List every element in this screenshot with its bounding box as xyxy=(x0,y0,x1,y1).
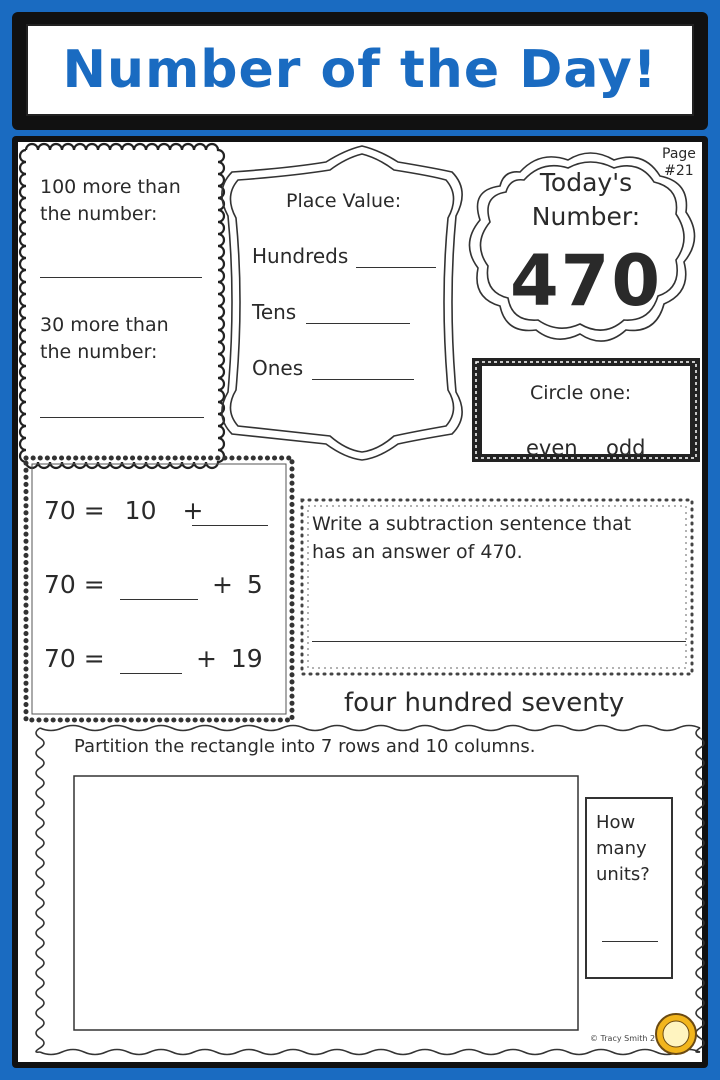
equation-1: 70 = 10 + xyxy=(44,496,204,525)
subtraction-prompt: Write a subtraction sentence that has an answer of 470. xyxy=(312,513,632,563)
tens-blank[interactable] xyxy=(306,322,410,324)
hundreds-label: Hundreds xyxy=(252,244,349,268)
page-title: Number of the Day! xyxy=(62,40,658,100)
more-than-100: 100 more than the number: xyxy=(40,176,181,225)
teacher-logo xyxy=(656,1014,696,1054)
place-value-title: Place Value: xyxy=(286,190,402,212)
even-option[interactable]: even xyxy=(526,436,578,460)
todays-number-heading: Today's Number: xyxy=(531,168,641,231)
copyright-notice: © Tracy Smith 2 xyxy=(590,1034,656,1043)
circle-one-title: Circle one: xyxy=(530,382,632,404)
todays-number-value: 470 xyxy=(509,240,663,322)
circle-one-frame xyxy=(472,358,700,462)
equation-3-rhs: + 19 xyxy=(196,644,263,673)
number-in-words: four hundred seventy xyxy=(344,688,625,718)
equation-3-lhs: 70 = xyxy=(44,644,105,673)
equation-2-blank[interactable] xyxy=(120,598,198,600)
partition-instruction: Partition the rectangle into 7 rows and 10 columns. xyxy=(74,736,536,757)
answer-100-more-blank[interactable] xyxy=(40,276,202,278)
answer-30-more-blank[interactable] xyxy=(40,416,204,418)
ones-blank[interactable] xyxy=(312,378,414,380)
page-number: Page #21 xyxy=(662,146,696,179)
equation-2-lhs: 70 = xyxy=(44,570,105,599)
equation-3-blank[interactable] xyxy=(120,672,182,674)
more-than-30: 30 more than the number: xyxy=(40,314,169,363)
equation-2-rhs: + 5 xyxy=(212,570,263,599)
units-question: How many units? xyxy=(596,812,650,885)
partition-rectangle xyxy=(74,776,578,1030)
subtraction-answer-blank[interactable] xyxy=(312,640,686,642)
ones-label: Ones xyxy=(252,356,304,380)
tens-label: Tens xyxy=(252,300,297,324)
equation-1-blank[interactable] xyxy=(192,524,268,526)
units-answer-blank[interactable] xyxy=(602,940,658,942)
odd-option[interactable]: odd xyxy=(606,436,646,460)
hundreds-blank[interactable] xyxy=(356,266,436,268)
